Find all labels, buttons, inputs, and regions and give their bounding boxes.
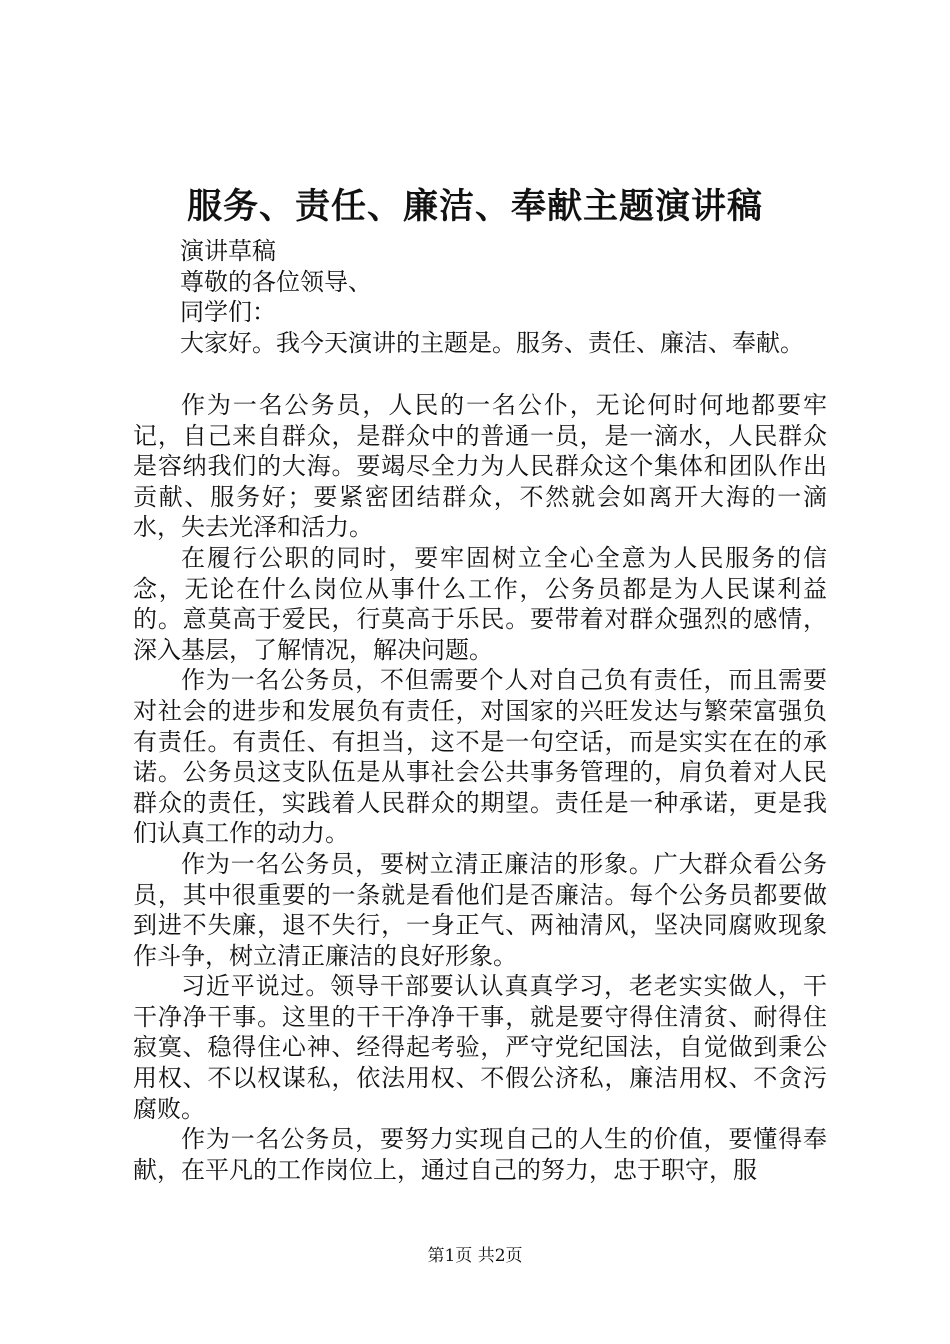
page-footer: 第1页 共2页	[427, 1246, 523, 1266]
paragraph-belief: 在履行公职的同时，要牢固树立全心全意为人民服务的信念，无论在什么岗位从事什么工作，公务员都是为人民谋利益的。意莫高于爱民，行莫高于乐民。要带着对群众强烈的感情，深入基层，了解情况，解决问题。	[133, 543, 827, 664]
intro-block	[180, 236, 880, 358]
intro-line-draft: 演讲草稿	[180, 237, 276, 265]
paragraph-integrity: 作为一名公务员，要树立清正廉洁的形象。广大群众看公务员，其中很重要的一条就是看他们是否廉洁。每个公务员都要做到进不失廉，退不失行，一身正气、两袖清风，坚决同腐败现象作斗争，树立清正廉洁的良好形象。	[133, 849, 827, 970]
paragraph-responsibility: 作为一名公务员，不但需要个人对自己负有责任，而且需要对社会的进步和发展负有责任，对国家的兴旺发达与繁荣富强负有责任。有责任、有担当，这不是一句空话，而是实实在在的承诺。公务员这支队伍是从事社会公共事务管理的，肩负着对人民群众的责任，实践着人民群众的期望。责任是一种承诺，更是我们认真工作的动力。	[133, 666, 827, 848]
intro-line-salutation: 尊敬的各位领导、	[180, 267, 372, 296]
paragraph-service: 作为一名公务员，人民的一名公仆，无论何时何地都要牢记，自己来自群众，是群众中的普通一员，是一滴水，人民群众是容纳我们的大海。要竭尽全力为人民群众这个集体和团队作出贡献、服务好；要紧密团结群众，不然就会如离开大海的一滴水，失去光泽和活力。	[133, 391, 827, 542]
paragraph-quote: 习近平说过。领导干部要认认真真学习，老老实实做人，干干净净干事。这里的干干净净干事，就是要守得住清贫、耐得住寂寞、稳得住心神、经得起考验，严守党纪国法，自觉做到秉公用权、不以权谋私，依法用权、不假公济私，廉洁用权、不贪污腐败。	[133, 972, 827, 1123]
intro-line-greeting: 大家好。我今天演讲的主题是。服务、责任、廉洁、奉献。	[180, 328, 804, 357]
document-title: 服务、责任、廉洁、奉献主题演讲稿	[186, 186, 763, 227]
intro-line-students: 同学们：	[180, 298, 276, 326]
paragraph-dedication: 作为一名公务员，要努力实现自己的人生的价值，要懂得奉献，在平凡的工作岗位上，通过自己的努力，忠于职守，服	[133, 1125, 827, 1184]
document-body	[133, 390, 827, 1185]
